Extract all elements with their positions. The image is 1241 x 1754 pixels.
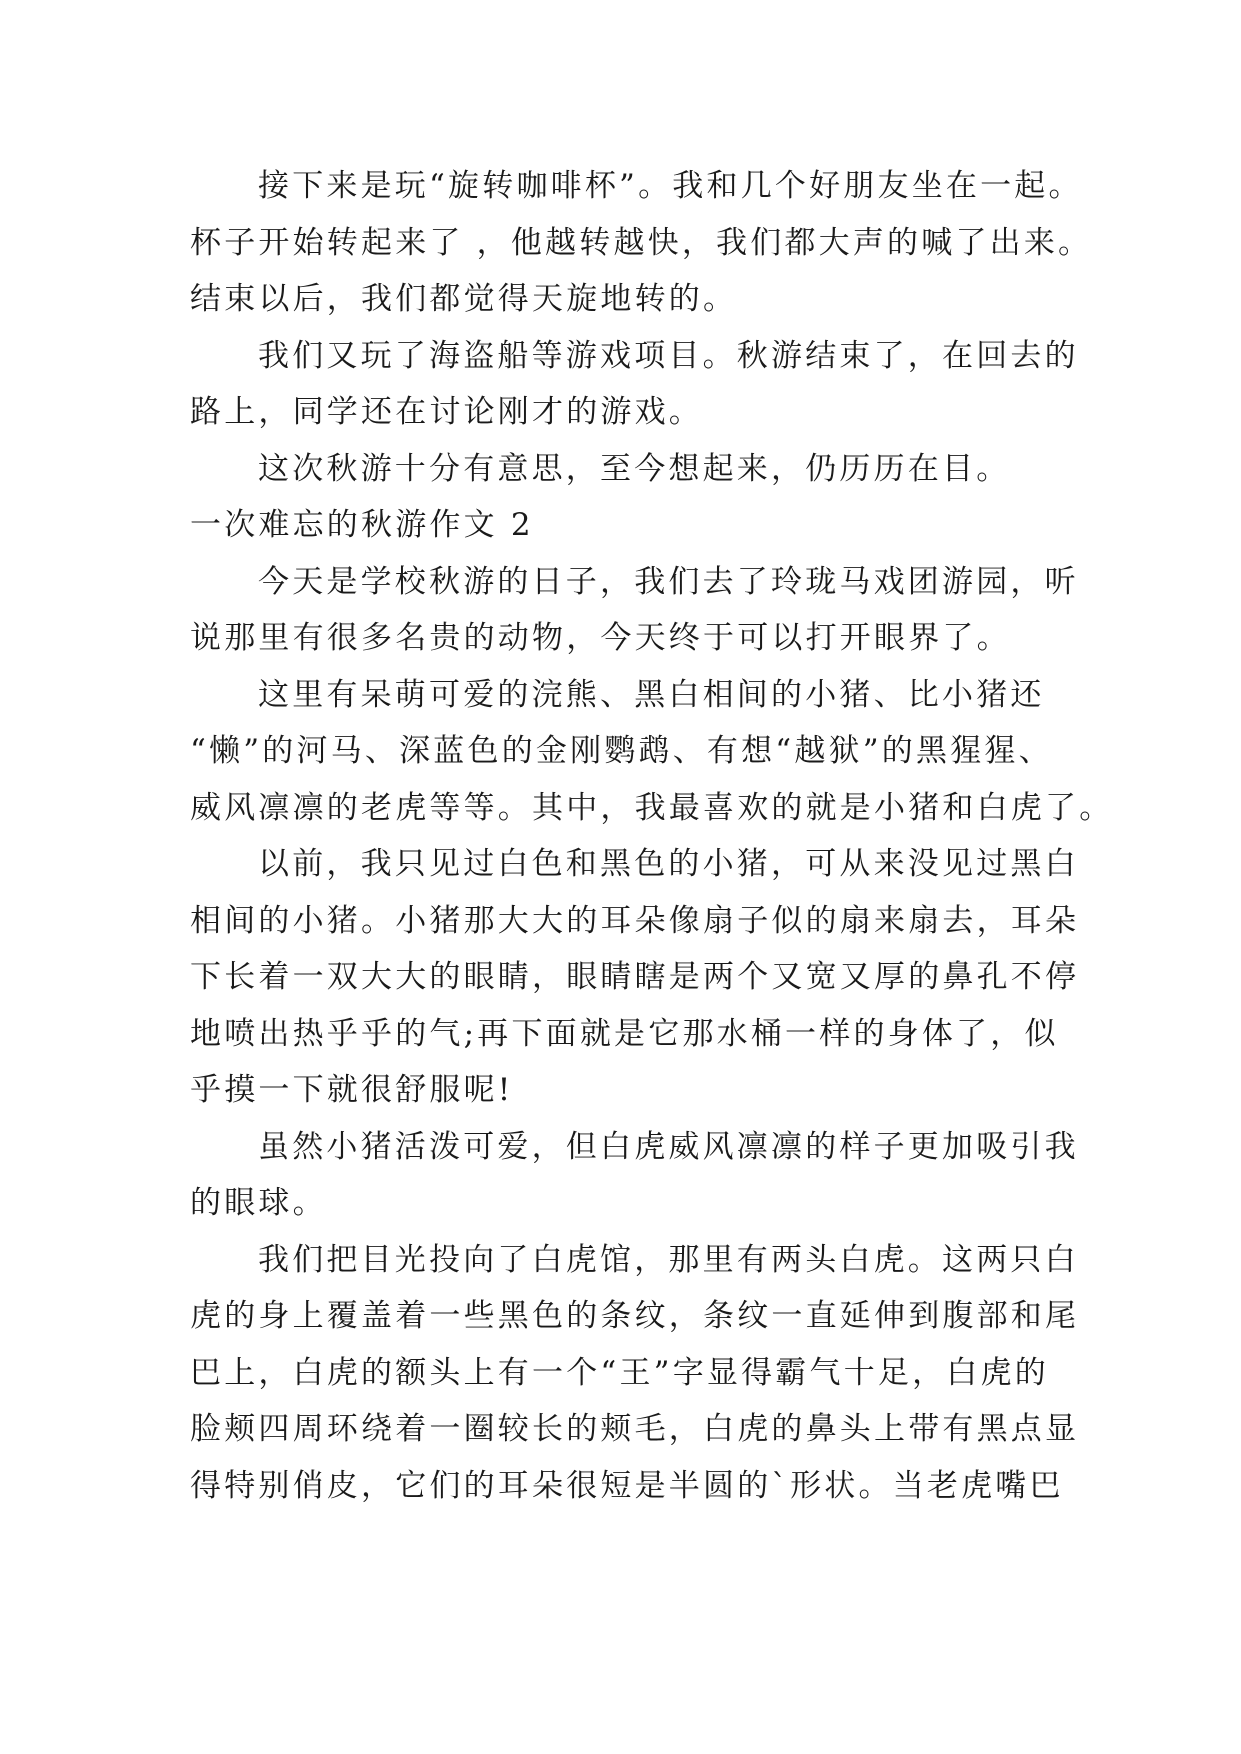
- text-line: “懒”的河马、深蓝色的金刚鹦鹉、有想“越狱”的黑猩猩、: [190, 733, 1053, 769]
- paragraph: [190, 1119, 1079, 1232]
- text-line: 虽然小猪活泼可爱，但白虎威风凛凛的样子更加吸引我: [258, 1128, 1079, 1165]
- document-body: [190, 158, 1114, 1514]
- text-line: 脸颊四周环绕着一圈较长的颊毛，白虎的鼻头上带有黑点显: [190, 1411, 1080, 1447]
- paragraph: [190, 667, 1114, 837]
- text-line: 巴上，白虎的额头上有一个“王”字显得霸气十足，白虎的: [190, 1354, 1049, 1391]
- text-line: 说那里有很多名贵的动物，今天终于可以打开眼界了。: [190, 620, 1011, 656]
- text-line: 这里有呆萌可爱的浣熊、黑白相间的小猪、比小猪还: [258, 676, 1045, 713]
- text-line: 我们又玩了海盗船等游戏项目。秋游结束了，在回去的: [258, 337, 1079, 374]
- paragraph: [190, 1232, 1080, 1515]
- text-line: 相间的小猪。小猪那大大的耳朵像扇子似的扇来扇去，耳朵: [190, 902, 1080, 939]
- text-line: 今天是学校秋游的日子，我们去了玲珑马戏团游园，听: [258, 563, 1079, 600]
- text-line: 虎的身上覆盖着一些黑色的条纹，条纹一直延伸到腹部和尾: [190, 1298, 1080, 1334]
- text-line: 我们把目光投向了白虎馆，那里有两头白虎。这两只白: [258, 1241, 1079, 1278]
- paragraph: [190, 158, 1093, 328]
- text-line: 一次难忘的秋游作文 2: [190, 507, 534, 543]
- text-line: 杯子开始转起来了 ，他越转越快，我们都大声的喊了出来。: [190, 224, 1093, 261]
- text-line: 这次秋游十分有意思，至今想起来，仍历历在目。: [258, 450, 1011, 487]
- paragraph: [190, 554, 1079, 667]
- paragraph: [190, 441, 1070, 498]
- text-line: 结束以后，我们都觉得天旋地转的。: [190, 281, 738, 317]
- text-line: 的眼球。: [190, 1185, 327, 1221]
- text-line: 乎摸一下就很舒服呢!: [190, 1072, 514, 1108]
- text-line: 得特别俏皮，它们的耳朵很短是半圆的`形状。当老虎嘴巴: [190, 1467, 1064, 1504]
- paragraph: [190, 836, 1080, 1119]
- text-line: 接下来是玩“旋转咖啡杯”。我和几个好朋友坐在一起。: [258, 168, 1083, 204]
- text-line: 以前，我只见过白色和黑色的小猪，可从来没见过黑白: [258, 846, 1079, 882]
- paragraph: [190, 328, 1079, 441]
- text-line: 威风凛凛的老虎等等。其中，我最喜欢的就是小猪和白虎了。: [190, 789, 1114, 826]
- text-line: 地喷出热乎乎的气;再下面就是它那水桶一样的身体了，似: [190, 1015, 1059, 1052]
- text-line: 路上，同学还在讨论刚才的游戏。: [190, 394, 703, 430]
- text-line: 下长着一双大大的眼睛，眼睛瞎是两个又宽又厚的鼻孔不停: [190, 959, 1080, 995]
- section-heading: [190, 497, 1070, 554]
